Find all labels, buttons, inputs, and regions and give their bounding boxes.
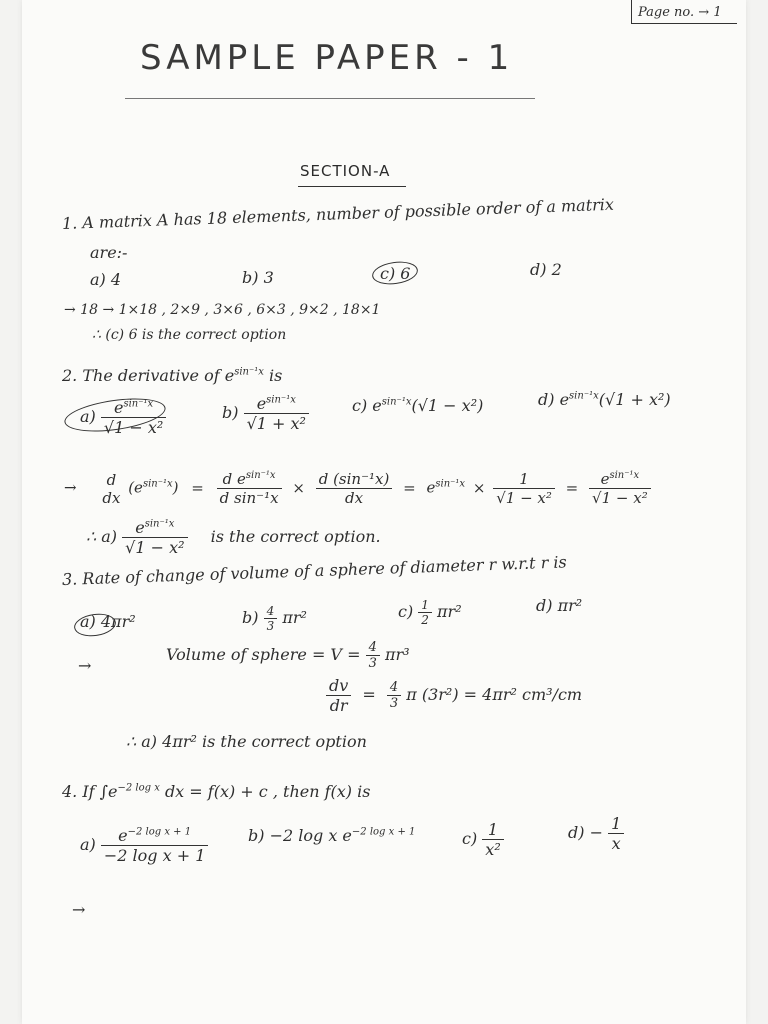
q4-option-c-den: x² — [485, 840, 501, 859]
q2-work-frac1-num-sup: sin⁻¹x — [245, 470, 276, 481]
q3-option-a: a) 4πr² — [80, 612, 136, 631]
q1-option-d: d) 2 — [530, 260, 562, 279]
q2-option-c-end: (√1 − x²) — [411, 396, 484, 415]
q2-option-b-fraction — [244, 394, 309, 433]
q4-option-b-sup: −2 log x + 1 — [351, 826, 416, 838]
q3-working-2 — [326, 676, 582, 715]
q3-option-b-end: πr² — [282, 608, 307, 627]
q4-option-d-num: 1 — [608, 814, 624, 834]
q3-work2-fnum: 4 — [387, 680, 401, 696]
q3-work1-text: Volume of sphere = V = — [166, 645, 361, 664]
q2-work-frac4-num-base: e — [600, 470, 610, 488]
q3-question: 3. Rate of change of volume of a sphere of diameter r w.r.t r is — [61, 552, 568, 589]
q3-work1-num: 4 — [366, 640, 380, 656]
q3-option-b — [242, 604, 307, 633]
q2-work-frac1 — [217, 470, 282, 507]
q4-option-d-fraction — [608, 814, 624, 853]
q3-work2-eq: = — [362, 685, 376, 704]
q2-work-e-end: ) — [172, 478, 179, 497]
q2-option-c-sup: sin⁻¹x — [381, 396, 412, 408]
q2-work-frac4-num — [589, 470, 651, 489]
q1-answer: ∴ (c) 6 is the correct option — [92, 327, 287, 343]
q3-working-1 — [166, 640, 410, 671]
q2-option-a-num-base: e — [113, 398, 124, 417]
section-heading: SECTION-A — [300, 162, 391, 180]
q1-working: → 18 → 1×18 , 2×9 , 3×6 , 6×3 , 9×2 , 18×1 — [64, 302, 381, 318]
q2-work-times: × — [292, 478, 305, 497]
q2-answer-fraction — [122, 518, 187, 557]
q2-question — [62, 366, 282, 385]
q4-option-a-fraction — [101, 826, 209, 865]
q2-answer-num-base: e — [135, 518, 145, 537]
q3-work2-fraction — [387, 680, 401, 711]
q2-work-times2: × — [472, 478, 486, 497]
page-title: SAMPLE PAPER - 1 — [140, 38, 514, 78]
q4-question-sup: −2 log x — [117, 782, 160, 794]
q2-option-a-num-sup: sin⁻¹x — [123, 398, 154, 410]
q2-work-frac1-num-base: d e — [222, 470, 246, 488]
q4-option-a-label: a) — [80, 835, 96, 854]
q2-work-frac3-num: 1 — [493, 470, 555, 489]
q2-work-eq1: = — [191, 478, 204, 497]
q4-option-a-num — [101, 826, 209, 846]
q4-option-b-base: b) −2 log x e — [248, 826, 352, 845]
q4-work-arrow: → — [72, 900, 86, 919]
q3-option-c-end: πr² — [437, 602, 462, 621]
q4-option-c-fraction — [482, 820, 503, 859]
q1-option-a: a) 4 — [90, 270, 122, 289]
q3-work1-fraction — [366, 640, 380, 671]
q2-option-b-num-base: e — [256, 394, 267, 413]
q3-work1-end: πr³ — [384, 645, 410, 664]
q2-work-e2-sup: sin⁻¹x — [435, 478, 466, 490]
q2-work-frac2 — [316, 470, 393, 507]
q3-option-c-den: 2 — [421, 613, 429, 627]
q2-question-text: 2. The derivative of e — [62, 366, 235, 385]
q2-answer-prefix: ∴ a) — [86, 527, 118, 546]
q4-option-d — [568, 814, 624, 853]
q3-option-d: d) πr² — [536, 596, 583, 615]
section-underline — [298, 186, 406, 187]
q4-option-a — [80, 826, 208, 865]
q4-question — [62, 782, 370, 801]
q2-option-b-num — [244, 394, 309, 414]
q4-question-end: dx = f(x) + c , then f(x) is — [164, 782, 371, 801]
title-underline — [125, 98, 535, 99]
q2-answer-den: √1 − x² — [125, 538, 185, 557]
q2-option-b-label: b) — [222, 403, 239, 422]
q2-work-e2: e — [426, 478, 436, 497]
q2-option-b-num-sup: sin⁻¹x — [266, 394, 296, 406]
q2-work-ddx — [99, 471, 123, 507]
q2-working — [64, 470, 651, 507]
q3-option-c — [398, 598, 462, 627]
page-number: Page no. → 1 — [631, 0, 737, 24]
q3-work2-num: dv — [326, 676, 351, 696]
q3-answer: ∴ a) 4πr² is the correct option — [126, 732, 367, 751]
q2-answer-suffix: is the correct option. — [210, 527, 381, 546]
q2-work-frac2-num: d (sin⁻¹x) — [316, 470, 393, 489]
q2-option-c-base: c) e — [352, 396, 382, 415]
paper-sheet — [22, 0, 746, 1024]
q2-work-eq3: = — [565, 478, 579, 497]
q1-option-b: b) 3 — [242, 268, 274, 287]
q3-work-arrow: → — [78, 656, 92, 675]
q2-work-frac1-den: d sin⁻¹x — [219, 489, 279, 507]
q2-answer-num-sup: sin⁻¹x — [144, 518, 175, 530]
q2-option-c — [352, 396, 483, 415]
q2-option-b — [222, 394, 309, 433]
q2-option-a-den: √1 − x² — [103, 418, 164, 437]
q2-work-arrow: → — [64, 478, 77, 497]
q3-work2-dvdr — [326, 676, 351, 715]
q3-option-b-label: b) — [242, 608, 259, 627]
q3-option-b-den: 3 — [266, 619, 275, 633]
q4-option-a-num-sup: −2 log x + 1 — [127, 826, 192, 838]
q3-work2-den: dr — [329, 696, 348, 715]
q3-option-c-label: c) — [398, 602, 414, 621]
q2-work-dx: dx — [102, 488, 121, 507]
q2-work-e: (e — [128, 478, 143, 497]
q2-answer — [86, 518, 381, 557]
q2-work-frac4-den: √1 − x² — [592, 489, 648, 507]
q4-option-c — [462, 820, 504, 859]
q2-question-sup: sin⁻¹x — [234, 366, 264, 378]
q2-work-frac4 — [589, 470, 651, 507]
q2-work-frac3-den: √1 − x² — [496, 489, 552, 507]
q3-option-c-num: 1 — [418, 598, 432, 613]
q4-option-b — [248, 826, 415, 845]
q2-work-frac3 — [493, 470, 555, 507]
q4-option-a-num-base: e — [118, 826, 128, 845]
q2-option-a-label: a) — [80, 407, 96, 426]
q3-work2-end: π (3r²) = 4πr² cm³/cm — [406, 685, 583, 704]
q4-option-c-num: 1 — [482, 820, 503, 840]
q1-option-c: c) 6 — [380, 264, 411, 283]
q3-work1-den: 3 — [368, 656, 377, 671]
q2-answer-num — [122, 518, 187, 538]
q2-work-eq2: = — [403, 478, 416, 497]
q2-work-frac4-num-sup: sin⁻¹x — [609, 470, 640, 481]
q2-work-frac2-den: dx — [344, 489, 364, 507]
q3-option-c-fraction — [418, 598, 432, 627]
q2-option-d-base: d) e — [538, 390, 570, 409]
q2-option-b-den: √1 + x² — [246, 414, 306, 433]
q2-work-frac1-num — [217, 470, 282, 489]
q1-question: 1. A matrix A has 18 elements, number of possible order of a matrix — [61, 194, 615, 233]
q3-work2-fden: 3 — [389, 696, 399, 711]
q3-option-b-num: 4 — [264, 604, 278, 619]
q4-option-c-label: c) — [462, 829, 478, 848]
q3-option-b-fraction — [264, 604, 278, 633]
q2-option-d-sup: sin⁻¹x — [569, 390, 599, 402]
q2-work-e-sup: sin⁻¹x — [142, 478, 173, 490]
q2-work-d: d — [106, 470, 117, 489]
q2-question-end: is — [268, 366, 283, 385]
q2-option-d — [538, 390, 671, 409]
q4-option-d-den: x — [611, 834, 621, 853]
q4-option-a-den: −2 log x + 1 — [103, 846, 206, 865]
q1-question-cont: are:- — [90, 243, 128, 262]
q2-option-d-end: (√1 + x²) — [598, 390, 671, 409]
q4-option-d-label: d) − — [568, 823, 603, 842]
q4-question-start: 4. If ∫e — [62, 782, 118, 801]
